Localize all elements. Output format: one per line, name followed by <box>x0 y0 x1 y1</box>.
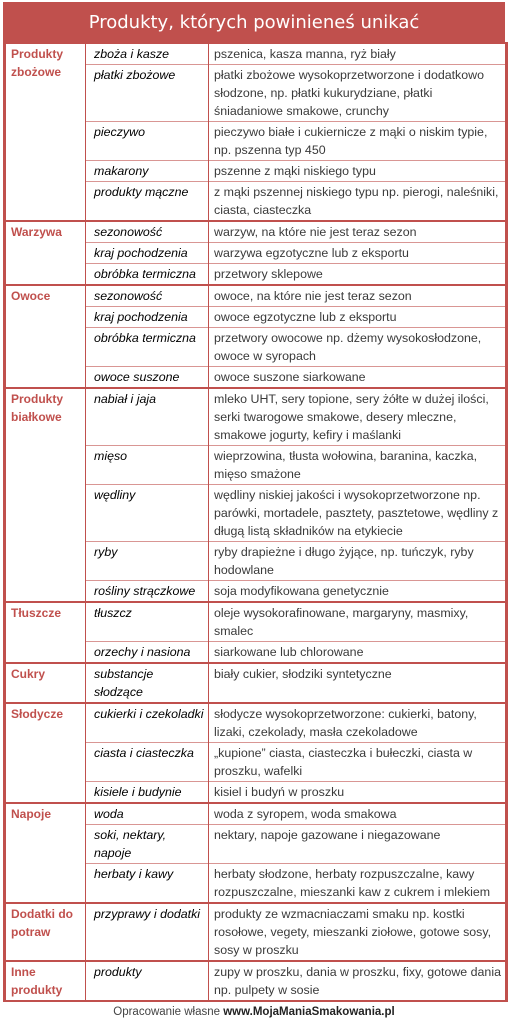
item-description: przetwory owocowe np. dżemy wysokosłodzone, owoce w syropach <box>209 328 507 367</box>
table-row <box>5 388 507 446</box>
item-description: oleje wysokorafinowane, margaryny, masmixy, smalec <box>209 602 507 642</box>
item-description: zupy w proszku, dania w proszku, fixy, gotowe dania np. pulpety w sosie <box>209 961 507 1001</box>
item-description: słodycze wysokoprzetworzone: cukierki, batony, lizaki, czekolady, masła czekoladowe <box>209 703 507 743</box>
subcategory-label: obróbka termiczna <box>86 264 209 286</box>
table-row <box>5 663 507 703</box>
item-description: ryby drapieżne i długo żyjące, np. tuńczyk, ryby hodowlane <box>209 542 507 581</box>
subcategory-label: płatki zbożowe <box>86 65 209 122</box>
table-row <box>5 803 507 825</box>
item-description: siarkowane lub chlorowane <box>209 642 507 664</box>
category-label: Cukry <box>5 663 86 703</box>
subcategory-label: orzechy i nasiona <box>86 642 209 664</box>
category-label: Napoje <box>5 803 86 903</box>
item-description: biały cukier, słodziki syntetyczne <box>209 663 507 703</box>
item-description: pszenne z mąki niskiego typu <box>209 161 507 182</box>
subcategory-label: kisiele i budynie <box>86 782 209 804</box>
item-description: warzyw, na które nie jest teraz sezon <box>209 221 507 243</box>
item-description: przetwory sklepowe <box>209 264 507 286</box>
category-label: Produkty zbożowe <box>5 43 86 221</box>
category-label: Słodycze <box>5 703 86 803</box>
subcategory-label: nabiał i jaja <box>86 388 209 446</box>
table-row <box>5 602 507 642</box>
subcategory-label: obróbka termiczna <box>86 328 209 367</box>
item-description: wędliny niskiej jakości i wysokoprzetworzone np. parówki, mortadele, pasztety, pasztetowe, wędliny z długą listą składników na etykiecie <box>209 485 507 542</box>
subcategory-label: rośliny strączkowe <box>86 581 209 603</box>
item-description: „kupione” ciasta, ciasteczka i bułeczki, ciasta w proszku, wafelki <box>209 743 507 782</box>
table-row <box>5 43 507 65</box>
subcategory-label: ryby <box>86 542 209 581</box>
table-row <box>5 285 507 307</box>
subcategory-label: cukierki i czekoladki <box>86 703 209 743</box>
item-description: płatki zbożowe wysokoprzetworzone i dodatkowo słodzone, np. płatki kukurydziane, płatki śniadaniowe smakowe, crunchy <box>209 65 507 122</box>
subcategory-label: woda <box>86 803 209 825</box>
subcategory-label: tłuszcz <box>86 602 209 642</box>
category-label: Tłuszcze <box>5 602 86 663</box>
subcategory-label: makarony <box>86 161 209 182</box>
subcategory-label: kraj pochodzenia <box>86 307 209 328</box>
item-description: nektary, napoje gazowane i niegazowane <box>209 825 507 864</box>
subcategory-label: herbaty i kawy <box>86 864 209 904</box>
item-description: z mąki pszennej niskiego typu np. pierogi, naleśniki, ciasta, ciasteczka <box>209 182 507 222</box>
footer-credit <box>0 1006 508 1018</box>
subcategory-label: soki, nektary, napoje <box>86 825 209 864</box>
subcategory-label: pieczywo <box>86 122 209 161</box>
table-body <box>5 43 507 1001</box>
category-label: Produkty białkowe <box>5 388 86 602</box>
item-description: wieprzowina, tłusta wołowina, baranina, kaczka, mięso smażone <box>209 446 507 485</box>
item-description: owoce egzotyczne lub z eksportu <box>209 307 507 328</box>
subcategory-label: wędliny <box>86 485 209 542</box>
item-description: soja modyfikowana genetycznie <box>209 581 507 603</box>
subcategory-label: substancje słodzące <box>86 663 209 703</box>
footer-prefix: Opracowanie własne <box>113 1006 221 1018</box>
footer-site: www.MojaManiaSmakowania.pl <box>223 1006 395 1018</box>
subcategory-label: produkty mączne <box>86 182 209 222</box>
subcategory-label: przyprawy i dodatki <box>86 903 209 961</box>
category-label: Inne produkty <box>5 961 86 1001</box>
item-description: herbaty słodzone, herbaty rozpuszczalne, kawy rozpuszczalne, mieszanki kaw z cukrem i mlekiem <box>209 864 507 904</box>
item-description: warzywa egzotyczne lub z eksportu <box>209 243 507 264</box>
table-row <box>5 703 507 743</box>
subcategory-label: zboża i kasze <box>86 43 209 65</box>
item-description: pszenica, kasza manna, ryż biały <box>209 43 507 65</box>
subcategory-label: owoce suszone <box>86 367 209 389</box>
item-description: kisiel i budyń w proszku <box>209 782 507 804</box>
table-row <box>5 903 507 961</box>
item-description: woda z syropem, woda smakowa <box>209 803 507 825</box>
category-label: Warzywa <box>5 221 86 285</box>
item-description: owoce suszone siarkowane <box>209 367 507 389</box>
table-row <box>5 961 507 1001</box>
subcategory-label: sezonowość <box>86 221 209 243</box>
page-title: Produkty, których powinieneś unikać <box>3 2 505 42</box>
subcategory-label: sezonowość <box>86 285 209 307</box>
item-description: pieczywo białe i cukiernicze z mąki o niskim typie, np. pszenna typ 450 <box>209 122 507 161</box>
table-row <box>5 221 507 243</box>
item-description: mleko UHT, sery topione, sery żółte w dużej ilości, serki twarogowe smakowe, desery mleczne, smakowe jogurty, kefiry i maślanki <box>209 388 507 446</box>
subcategory-label: kraj pochodzenia <box>86 243 209 264</box>
subcategory-label: mięso <box>86 446 209 485</box>
subcategory-label: produkty <box>86 961 209 1001</box>
item-description: produkty ze wzmacniaczami smaku np. kostki rosołowe, vegety, mieszanki ziołowe, gotowe sosy, sosy w proszku <box>209 903 507 961</box>
subcategory-label: ciasta i ciasteczka <box>86 743 209 782</box>
category-label: Dodatki do potraw <box>5 903 86 961</box>
item-description: owoce, na które nie jest teraz sezon <box>209 285 507 307</box>
category-label: Owoce <box>5 285 86 388</box>
foods-to-avoid-table <box>3 42 508 1002</box>
